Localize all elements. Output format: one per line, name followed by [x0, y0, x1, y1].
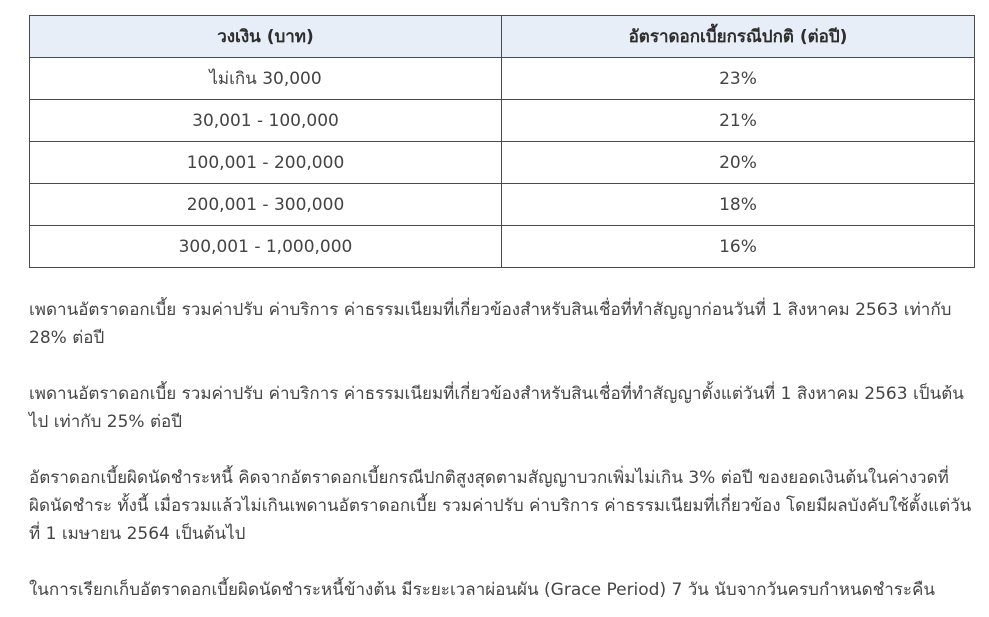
note-paragraph-default-rate: อัตราดอกเบี้ยผิดนัดชำระหนี้ คิดจากอัตราดอกเบี้ยกรณีปกติสูงสุดตามสัญญาบวกเพิ่มไม่เกิน 3% ต่อปี ของยอดเงินต้นในค่างวดที่ผิดนัดชำระ ทั้งนี้ เมื่อรวมแล้วไม่เกินเพดานอัตราดอกเบี้ย รวมค่าปรับ ค่าบริการ ค่าธรรมเนียมที่เกี่ยวข้อง โดยมีผลบังคับใช้ตั้งแต่วันที่ 1 เมษายน 2564 เป็นต้นไป [29, 468, 972, 544]
note-paragraph-ceiling-after: เพดานอัตราดอกเบี้ย รวมค่าปรับ ค่าบริการ ค่าธรรมเนียมที่เกี่ยวข้องสำหรับสินเชื่อที่ทำสัญญาตั้งแต่วันที่ 1 สิงหาคม 2563 เป็นต้นไป เท่ากับ 25% ต่อปี [29, 384, 964, 432]
header-normal-rate: อัตราดอกเบี้ยกรณีปกติ (ต่อปี) [502, 16, 975, 58]
cell-rate: 23% [502, 58, 975, 100]
table-row [30, 58, 975, 100]
table-row [30, 142, 975, 184]
cell-rate: 20% [502, 142, 975, 184]
table-row [30, 184, 975, 226]
cell-rate: 16% [502, 226, 975, 268]
rate-notes [29, 296, 974, 604]
note-paragraph-grace-period: ในการเรียกเก็บอัตราดอกเบี้ยผิดนัดชำระหนี้ข้างต้น มีระยะเวลาผ่อนผัน (Grace Period) 7 วัน นับจากวันครบกำหนดชำระคืน [29, 580, 936, 600]
table-row [30, 100, 975, 142]
table-header-row [30, 16, 975, 58]
cell-credit-limit: 30,001 - 100,000 [30, 100, 502, 142]
cell-credit-limit: 300,001 - 1,000,000 [30, 226, 502, 268]
rate-table-container [29, 15, 974, 268]
cell-credit-limit: ไม่เกิน 30,000 [30, 58, 502, 100]
cell-credit-limit: 100,001 - 200,000 [30, 142, 502, 184]
cell-rate: 18% [502, 184, 975, 226]
note-paragraph-ceiling-before: เพดานอัตราดอกเบี้ย รวมค่าปรับ ค่าบริการ ค่าธรรมเนียมที่เกี่ยวข้องสำหรับสินเชื่อที่ทำสัญญาก่อนวันที่ 1 สิงหาคม 2563 เท่ากับ 28% ต่อปี [29, 300, 952, 348]
header-credit-limit: วงเงิน (บาท) [30, 16, 502, 58]
table-row [30, 226, 975, 268]
cell-rate: 21% [502, 100, 975, 142]
interest-rate-table [29, 15, 975, 268]
cell-credit-limit: 200,001 - 300,000 [30, 184, 502, 226]
